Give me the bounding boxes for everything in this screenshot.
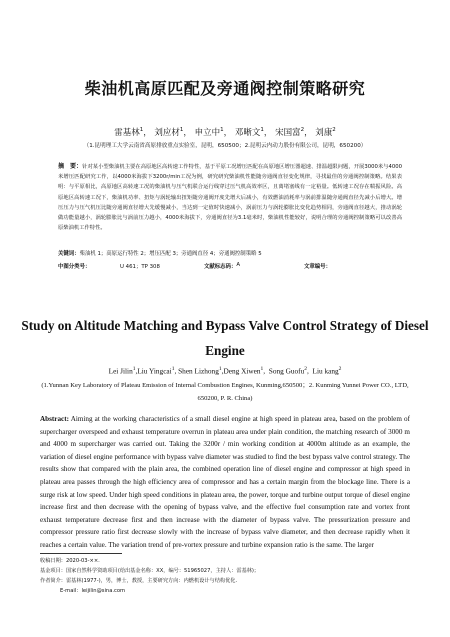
author-affiliation-mark: 1 <box>260 127 264 134</box>
author-name: 刘康 <box>315 128 333 138</box>
english-title: Study on Altitude Matching and Bypass Valve Control Strategy of Diesel Engine <box>21 318 429 358</box>
classification-label: 中图分类号： <box>58 264 91 270</box>
english-affiliation: (1.Yunnan Key Laboratory of Plateau Emission of Internal Combustion Engines, Kunming,650500；2. Kunming Yunnei Power CO., LTD, 650200, P. R. China) <box>41 382 409 402</box>
author-name: Liu kang <box>312 366 339 376</box>
classification-value: U 461；TP 308 <box>120 264 160 270</box>
document-code-label: 文献标志码： <box>204 264 237 270</box>
keywords-label: 关键词： <box>58 251 80 257</box>
abstract-text: 针对某小型柴油机主要在高原地区高转速工作特性，基于平原工况增压匹配在高原地区增压器超速、排温超限问题，开展3000米与4000米增压匹配研究工作，以4000米海拔下3200r/min工况为例，研究研究柴油机性能随旁通阀直径变化规律，寻找最佳的旁通阀控制策略。结果表明：与平原相比，高原地区高转速工况的柴油机与压气机联合运行线穿过压气机高效率区，且离堵塞线有一定裕量。低转速工况存在喘振风险。高原地区高转速工况下，柴油机功率、扭矩与涡轮输出扭矩随旁通阀开度先增大后减小，有效燃油消耗率与涡前排温随旁通阀直径先减小后增大。增压压力与压气机压比随旁通阀直径增大先缓慢减小，当达到一定值时快速减小，涡前压力与涡轮膨胀比变化趋势相同，旁通阀直径越大，推动涡轮做功能量越小，涡轮膨胀比与涡前压力越小，4000米海拔下，旁通阀直径为3.1毫米时，柴油机性能较好，说明合理的旁通阀控制策略可以改善高原柴油机工作特性。 <box>58 164 402 232</box>
chinese-keywords <box>58 249 402 257</box>
author-name: 宋国富 <box>275 128 301 138</box>
received-date-note: 收稿日期：2020-03-××. <box>40 558 100 564</box>
author-name: Shen Lizhong <box>178 366 219 376</box>
author-affiliation-mark: 2 <box>338 366 342 372</box>
author-affiliation-mark: 1 <box>139 127 144 134</box>
author-name: 刘应材 <box>154 128 180 138</box>
classification-row <box>58 262 402 272</box>
author-name: Song Guofu <box>268 366 305 376</box>
author-affiliation-mark: 1 <box>171 366 175 372</box>
author-affiliation-mark: 1 <box>179 127 184 134</box>
chinese-affiliation: （1.昆明理工大学云南省高原排放重点实验室，昆明，650500；2.昆明云内动力股份有限公司，昆明，650200） <box>83 143 367 149</box>
keywords-text: 柴油机 1；高原运行特性 2；增压匹配 3；旁通阀直径 4；旁通阀控制策略 5 <box>79 251 262 257</box>
author-name: Lei Jilin <box>108 366 133 376</box>
chinese-author-list: 雷基林$^1$， 刘应材$^1$， 申立中$^1$， 邓晰文$^1$， 宋国富$^2$， 刘康$^2$ <box>114 127 336 138</box>
author-name: 雷基林 <box>114 128 140 138</box>
footnote-divider <box>40 553 122 554</box>
english-author-list: Lei Jilin$^1$,Liu Yingcai$^1$, Shen Lizhong$^1$,Deng Xiwen$^1$, Song Guofu$^2$, Liu kang$^2$ <box>108 366 342 376</box>
abstract-label: 摘 要： <box>58 163 83 170</box>
author-affiliation-mark: 1 <box>218 366 222 372</box>
fund-note: 基金项目：国家自然科学资助项目(给出基金名称：XX，编号：51965027，主持人：雷基林)； <box>40 568 260 574</box>
author-bio-note: 作者简介：雷基林(1977-)，男，博士，教授，主要研究方向：内燃机设计与结构优化. <box>40 578 238 584</box>
author-name: 申立中 <box>194 128 221 138</box>
article-number-label: 文章编号： <box>304 264 331 270</box>
author-affiliation-mark: 1 <box>220 127 224 134</box>
email-note: E-mail：leijilin@sina.com <box>60 588 126 594</box>
english-abstract <box>40 413 410 552</box>
chinese-abstract <box>58 162 402 233</box>
author-affiliation-mark: 1 <box>260 366 264 372</box>
author-name: 邓晰文 <box>234 128 261 138</box>
author-affiliation-mark: 2 <box>332 127 336 134</box>
chinese-title: 柴油机高原匹配及旁通阀控制策略研究 <box>84 79 366 98</box>
author-name: Liu Yingcai <box>137 366 172 376</box>
author-affiliation-mark: 2 <box>300 127 305 134</box>
document-code-value: A <box>236 262 241 268</box>
abstract-text: Aiming at the working characteristics of a small diesel engine at high speed in plateau area, based on the problem of supercharger overspeed and exhaust temperature overrun in plateau area under plain condition, the matching research of 3000 m and 4000 m supercharger was carried out. Taking the 3200r / min working condition at 4000m altitude as an example, the variation of diesel engine performance with bypass valve diameter was studied to find the best bypass valve control strategy. The results show that compared with the plain area, the combined operation line of diesel engine and compressor at high speed in plateau area passes through the high efficiency area of compressor and has a certain margin from the blockage line. There is a surge risk at low speed. Under high speed conditions in plateau area, the power, torque and turbine output torque of diesel engine increase first and then decrease with the opening of bypass valve, and the effective fuel consumption rate and vortex front exhaust temperature decrease first and then increase with the diameter of bypass valve. The pressurization pressure and compressor pressure ratio first decrease slowly with the increase of bypass valve diameter, and then decrease rapidly when it reaches a certain value. The variation trend of pre-vortex pressure and turbine expansion ratio is the same. The larger <box>40 415 410 549</box>
author-affiliation-mark: 1 <box>132 366 136 372</box>
abstract-label: Abstract: <box>40 415 69 423</box>
footnotes <box>40 556 410 596</box>
author-affiliation-mark: 2 <box>304 366 307 372</box>
author-name: Deng Xiwen <box>223 366 261 376</box>
